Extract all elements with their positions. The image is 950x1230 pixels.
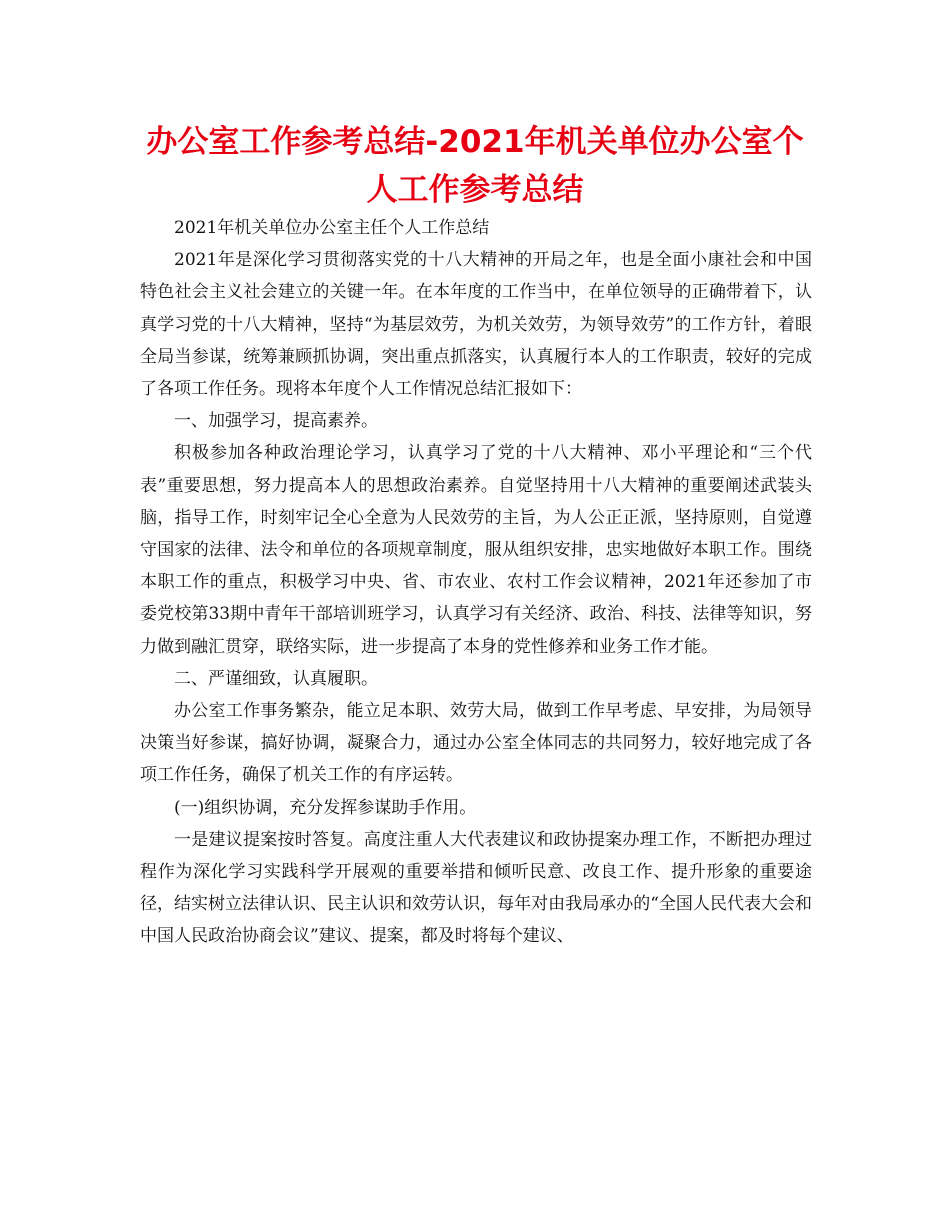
body-paragraph: 办公室工作事务繁杂，能立足本职、效劳大局，做到工作早考虑、早安排，为局领导决策当好参谋，搞好协调，凝聚合力，通过办公室全体同志的共同努力，较好地完成了各项工作任务，确保了机关工作的有序运转。 <box>140 701 812 786</box>
document-body <box>140 212 812 953</box>
intro-paragraph: 2021年是深化学习贯彻落实党的十八大精神的开局之年，也是全面小康社会和中国特色社会主义社会建立的关键一年。在本年度的工作当中，在单位领导的正确带着下，认真学习党的十八大精神，坚持“为基层效劳，为机关效劳，为领导效劳”的工作方针，着眼全局当参谋，统筹兼顾抓协调，突出重点抓落实，认真履行本人的工作职责，较好的完成了各项工作任务。现将本年度个人工作情况总结汇报如下： <box>140 250 812 400</box>
document-title: 办公室工作参考总结-2021年机关单位办公室个人工作参考总结 <box>146 124 804 208</box>
body-paragraph: 积极参加各种政治理论学习，认真学习了党的十八大精神、邓小平理论和“三个代表”重要思想，努力提高本人的思想政治素养。自觉坚持用十八大精神的重要阐述武装头脑，指导工作，时刻牢记全心全意为人民效劳的主旨，为人公正正派，坚持原则，自觉遵守国家的法律、法令和单位的各项规章制度，服从组织安排，忠实地做好本职工作。围绕本职工作的重点，积极学习中央、省、市农业、农村工作会议精神，2021年还参加了市委党校第33期中青年干部培训班学习，认真学习有关经济、政治、科技、法律等知识，努力做到融汇贯穿，联络实际，进一步提高了本身的党性修养和业务工作才能。 <box>140 443 812 657</box>
subsection-heading: (一)组织协调，充分发挥参谋助手作用。 <box>174 797 477 818</box>
section-heading-1: 一、加强学习，提高素养。 <box>174 411 378 432</box>
subtitle-paragraph: 2021年机关单位办公室主任个人工作总结 <box>174 218 490 238</box>
section-heading-2: 二、严谨细致，认真履职。 <box>174 668 378 689</box>
body-paragraph: 一是建议提案按时答复。高度注重人大代表建议和政协提案办理工作，不断把办理过程作为深化学习实践科学开展观的重要举措和倾听民意、改良工作、提升形象的重要途径，结实树立法律认识、民主认识和效劳认识，每年对由我局承办的“全国人民代表大会和中国人民政治协商会议”建议、提案，都及时将每个建议、 <box>140 829 812 947</box>
